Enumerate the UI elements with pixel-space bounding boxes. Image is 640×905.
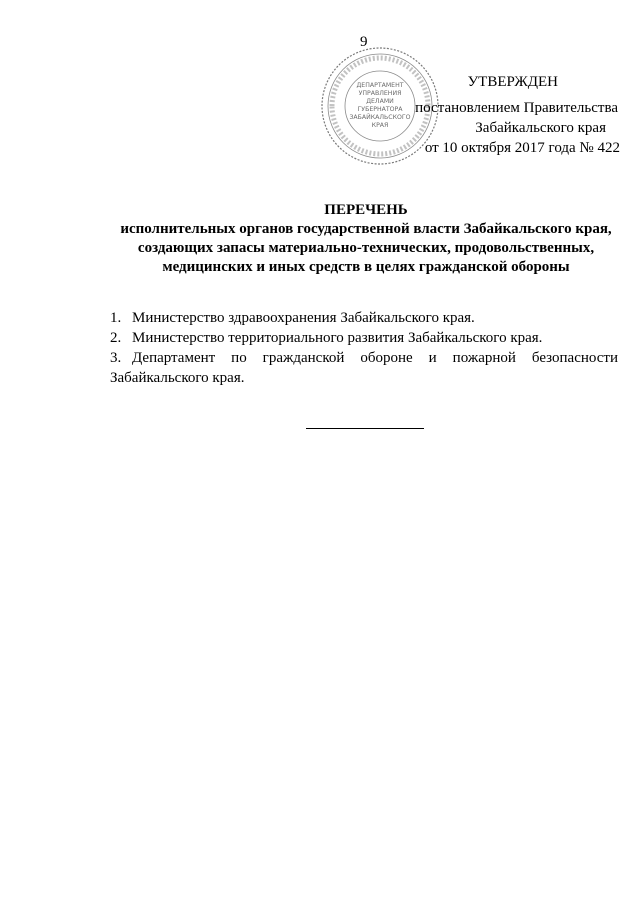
list-item-number: 3. — [110, 350, 122, 366]
list-item-number: 2. — [110, 330, 122, 346]
title-line-3: медицинских и иных средств в целях гражданской обороны — [162, 259, 570, 275]
title-line-2: создающих запасы материально-технических, продовольственных, — [137, 240, 595, 256]
approved-label: УТВЕРЖДЕН — [467, 74, 558, 90]
approval-line-date: от 10 октября 2017 года № 422 — [424, 140, 620, 156]
svg-text:ЗАБАЙКАЛЬСКОГО: ЗАБАЙКАЛЬСКОГО — [349, 114, 411, 121]
svg-text:ДЕЛАМИ: ДЕЛАМИ — [366, 98, 394, 105]
end-divider-line — [306, 428, 424, 429]
list-item-number: 1. — [110, 310, 122, 326]
list-item — [110, 308, 618, 328]
list-item-text: Департамент по гражданской обороне и пожарной безопасности Забайкальского края. — [110, 350, 618, 386]
svg-text:ГУБЕРНАТОРА: ГУБЕРНАТОРА — [357, 106, 403, 113]
svg-text:КРАЯ: КРАЯ — [371, 122, 389, 129]
list-item-text: Министерство здравоохранения Забайкальского края. — [132, 310, 475, 326]
title-line-1: исполнительных органов государственной власти Забайкальского края, — [120, 221, 612, 237]
list-item — [110, 328, 618, 348]
document-title — [96, 201, 636, 277]
approval-line-decree: постановлением Правительства — [415, 100, 618, 116]
list-item — [110, 348, 618, 388]
page-number: 9 — [360, 34, 368, 50]
svg-text:УПРАВЛЕНИЯ: УПРАВЛЕНИЯ — [358, 90, 402, 97]
svg-text:ДЕПАРТАМЕНТ: ДЕПАРТАМЕНТ — [356, 82, 404, 89]
list-item-text: Министерство территориального развития Забайкальского края. — [132, 330, 543, 346]
agencies-list — [110, 308, 618, 388]
title-heading: ПЕРЕЧЕНЬ — [324, 202, 408, 218]
approval-line-region: Забайкальского края — [475, 120, 606, 136]
